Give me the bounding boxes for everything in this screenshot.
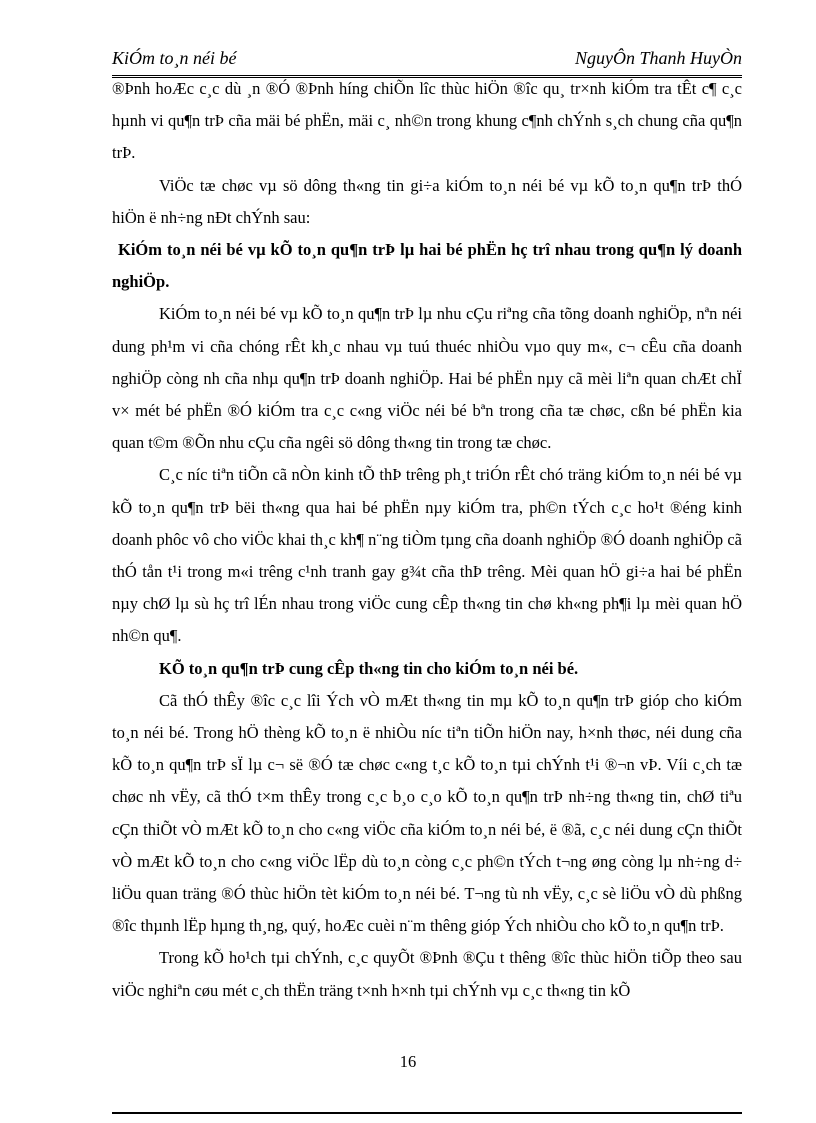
paragraph-continuation: ®Þnh hoÆc c¸c dù ¸n ®Ó ®Þnh híng chiÕn lîc thùc hiÖn ®îc qu¸ tr×nh kiÓm tra tÊt c¶ c¸c hµnh vi qu¶n trÞ cña mäi bé phËn, mäi c¸ nh©n trong khung c¶nh chÝnh s¸ch chung cña qu¶n trÞ. <box>112 79 742 163</box>
paragraph: Cã thÓ thÊy ®îc c¸c lîi Ých vÒ mÆt th«ng tin mµ kÕ to¸n qu¶n trÞ gióp cho kiÓm to¸n néi bé. Trong hÖ thèng kÕ to¸n ë nhiÒu níc tiªn tiÕn hiÖn nay, h×nh thøc, néi dung cña kÕ to¸n qu¶n trÞ sÏ lµ c¬ së ®Ó tæ chøc c«ng t¸c kÕ to¸n tµi chÝnh t¹i ®¬n vÞ. Víi c¸ch tæ chøc nh vËy, cã thÓ t×m thÊy trong c¸c b¸o c¸o kÕ to¸n qu¶n trÞ nh÷ng th«ng tin, chØ tiªu cÇn thiÕt vÒ mÆt kÕ to¸n cho c«ng viÖc cña kiÓm to¸n néi bé, ë ®ã, c¸c néi dung cÇn thiÕt vÒ mÆt kÕ to¸n cho c«ng viÖc lËp dù to¸n còng c¸c ph©n tÝch t¬ng øng còng lµ nh÷ng d÷ liÖu quan träng ®Ó thùc hiÖn tèt kiÓm to¸n néi bé. T¬ng tù nh vËy, c¸c sè liÖu vÒ dù phßng ®îc thµnh lËp hµng th¸ng, quý, hoÆc cuèi n¨m thêng gióp Ých nhiÒu cho kÕ to¸n qu¶n trÞ. <box>112 690 742 936</box>
section-heading: KiÓm to¸n néi bé vµ kÕ to¸n qu¶n trÞ lµ hai bé phËn hç trî nhau trong qu¶n lý doanh nghiÖp. <box>112 240 742 292</box>
paragraph: Trong kÕ ho¹ch tµi chÝnh, c¸c quyÕt ®Þnh ®Çu t thêng ®îc thùc hiÖn tiÕp theo sau viÖc nghiªn cøu mét c¸ch thËn träng t×nh h×nh tµi chÝnh vµ c¸c th«ng tin kÕ <box>112 948 742 1000</box>
document-body <box>112 73 742 1007</box>
paragraph: C¸c níc tiªn tiÕn cã nÒn kinh tÕ thÞ trêng ph¸t triÓn rÊt chó träng kiÓm to¸n néi bé vµ kÕ to¸n qu¶n trÞ bëi th«ng qua hai bé phËn nµy kiÓm tra, ph©n tÝch c¸c ho¹t ®éng kinh doanh phôc vô cho viÖc khai th¸c kh¶ n¨ng tiÒm tµng cña doanh nghiÖp ®Ó doanh nghiÖp cã thÓ tån t¹i trong m«i trêng c¹nh tranh gay g¾t cña thÞ trêng. Mèi quan hÖ gi÷a hai bé phËn nµy chØ lµ sù hç trî lÉn nhau trong viÖc cung cÊp th«ng tin chø kh«ng ph¶i lµ mèi quan hÖ nh©n qu¶. <box>112 465 742 646</box>
paragraph: KiÓm to¸n néi bé vµ kÕ to¸n qu¶n trÞ lµ nhu cÇu riªng cña tõng doanh nghiÖp, nªn néi dung ph¹m vi cña chóng rÊt kh¸c nhau vµ tuú thuéc nhiÒu vµo quy m«, c¬ cÊu cña doanh nghiÖp còng nh cña nhµ qu¶n trÞ doanh nghiÖp. Hai bé phËn nµy cã mèi liªn quan chÆt chÏ v× mét bé phËn ®Ó kiÓm tra c¸c c«ng viÖc néi bé bªn trong cña tæ chøc, cßn bé phËn kia quan t©m ®Õn nhu cÇu cña ngêi sö dông th«ng tin trong tæ chøc. <box>112 304 742 453</box>
page-header <box>112 48 742 76</box>
page-footer <box>0 1052 816 1072</box>
paragraph: ViÖc tæ chøc vµ sö dông th«ng tin gi÷a kiÓm to¸n néi bé vµ kÕ to¸n qu¶n trÞ thÓ hiÖn ë nh÷ng nÐt chÝnh sau: <box>112 175 742 227</box>
footer-divider <box>112 1112 742 1114</box>
section-heading: KÕ to¸n qu¶n trÞ cung cÊp th«ng tin cho kiÓm to¸n néi bé. <box>159 658 579 678</box>
page-number: 16 <box>399 1052 417 1071</box>
header-title: KiÓm to¸n néi bé <box>112 48 237 68</box>
header-author: NguyÔn Thanh HuyÒn <box>575 48 742 68</box>
